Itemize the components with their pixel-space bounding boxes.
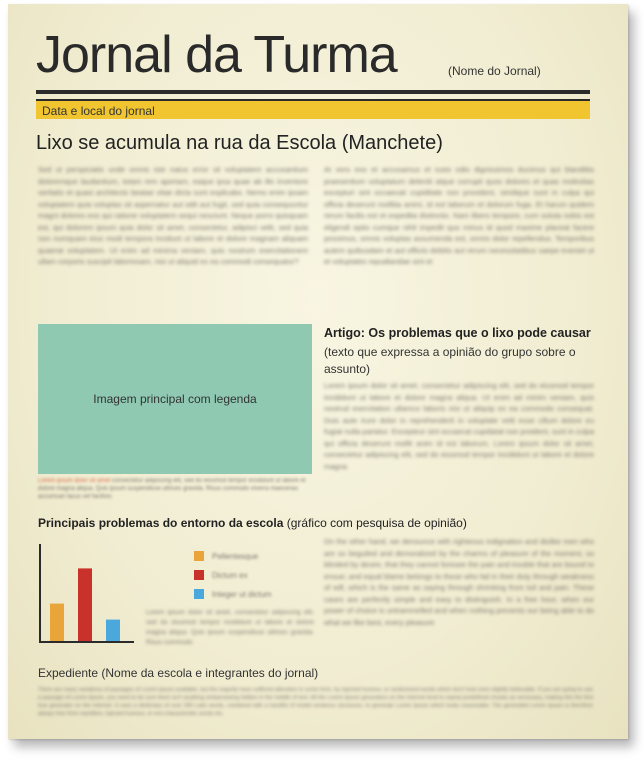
chart-title-note: (gráfico com pesquisa de opinião) <box>283 516 467 530</box>
chart-bar <box>50 604 64 642</box>
legend-swatch <box>194 551 204 561</box>
legend-swatch <box>194 589 204 599</box>
main-image-label: Imagem principal com legenda <box>93 392 257 406</box>
masthead-credits-text: There are many variations of passages of Lorem Ipsum available, but the majority have suffered alteration in some form, by injected humour, or randomised words which don't look even slightly believable. If you are going to use a passage of Lorem Ipsum, you need to be sure there isn't anything embarrassing hidden in the middle of text. All the Lorem Ipsum generators on the Internet tend to repeat predefined chunks as necessary, making this the first true generator on the Internet. It uses a dictionary of over 200 Latin words, combined with a handful of model sentence structures, to generate Lorem Ipsum which looks reasonable. The generated Lorem Ipsum is therefore always free from repetition, injected humour, or non-characteristic words etc. <box>38 687 593 717</box>
legend-label: Pellentesque <box>212 551 259 561</box>
image-caption-lead: Lorem ipsum dolor sit amet <box>38 478 111 484</box>
headline: Lixo se acumula na rua da Escola (Manchete) <box>36 132 443 154</box>
masthead-credits-title: Expediente (Nome da escola e integrantes do jornal) <box>38 666 319 680</box>
newspaper-title: Jornal da Turma <box>36 26 397 84</box>
opinion-bar-chart <box>38 544 138 648</box>
legend-item <box>194 548 272 564</box>
legend-swatch <box>194 570 204 580</box>
image-caption <box>38 477 312 501</box>
legend-item <box>194 567 272 583</box>
newspaper-page <box>8 4 628 739</box>
image-caption-text: consectetur adipiscing elit, sed do eiusmod tempor incididunt ut labore et dolore magna aliqua. Quis ipsum suspendisse ultrices gravida. Risus commodo viverra maecenas accumsan lacus vel facilisis. <box>38 478 306 500</box>
headline-text-column-2: At vero eos et accusamus et iusto odio dignissimos ducimus qui blanditiis praesentium voluptatum deleniti atque corrupti quos dolores et quas molestias excepturi sint occaecati cupiditate non provident, similique sunt in culpa qui officia deserunt mollitia animi, id est laborum et dolorum fuga. Et harum quidem rerum facilis est et expedita distinctio. Nam libero tempore, cum soluta nobis est eligendi optio cumque nihil impedit quo minus id quod maxime placeat facere possimus, omnis voluptas assumenda est, omnis dolor repellendus. Temporibus autem quibusdam et aut officiis debitis aut rerum necessitatibus saepe eveniet ut et voluptates repudiandae sint et <box>324 165 594 266</box>
legend-label: Integer ut dictum <box>212 589 272 599</box>
chart-title-main: Principais problemas do entorno da escola <box>38 516 284 530</box>
chart-bar <box>78 568 92 642</box>
article-text: Lorem ipsum dolor sit amet, consectetur adipiscing elit, sed do eiusmod tempor incididunt ut labore et dolore magna aliqua. Ut enim ad minim veniam, quis nostrud exercitation ullamco laboris nisi ut aliquip ex ea commodo consequat. Duis aute irure dolor in reprehenderit in voluptate velit esse cillum dolore eu fugiat nulla pariatur. Excepteur sint occaecat cupidatat non proident, sunt in culpa qui officia deserunt mollit anim id est laborum. Lorem ipsum dolor sit amet, consectetur adipiscing elit, sed do eiusmod tempor incididunt ut labore et dolore magna <box>324 381 594 471</box>
chart-side-text: Lorem ipsum dolor sit amet, consectetur adipiscing elit, sed do eiusmod tempor incididunt ut labore et dolore magna aliqua. Quis ipsum suspendisse ultrices gravida. Risus commodo <box>146 609 314 646</box>
masthead-rule <box>36 90 590 94</box>
headline-text-column-1: Sed ut perspiciatis unde omnis iste natus error sit voluptatem accusantium doloremque laudantium, totam rem aperiam, eaque ipsa quae ab illo inventore veritatis et quasi architecto beatae vitae dicta sunt explicabo. Nemo enim ipsam voluptatem quia voluptas sit aspernatur aut odit aut fugit, sed quia consequuntur magni dolores eos qui ratione voluptatem sequi nesciunt. Neque porro quisquam est, qui dolorem ipsum quia dolor sit amet, consectetur, adipisci velit, sed quia non numquam eius modi tempora incidunt ut labore et dolore magnam aliquam quaerat voluptatem. Ut enim ad minima veniam, quis nostrum exercitationem ullam corporis suscipit laboriosam, nisi ut aliquid ex ea commodi consequatur? <box>38 165 308 266</box>
newspaper-name-note: (Nome do Jornal) <box>448 64 541 78</box>
chart-title <box>38 516 467 530</box>
date-location-bar: Data e local do jornal <box>36 99 590 119</box>
legend-item <box>194 586 272 602</box>
chart-bar <box>106 620 120 642</box>
article-subtitle: (texto que expressa a opinião do grupo sobre o assunto) <box>324 345 576 376</box>
article-title: Artigo: Os problemas que o lixo pode causar <box>324 326 591 340</box>
main-image-placeholder <box>38 324 312 474</box>
opinion-text-column: On the other hand, we denounce with righteous indignation and dislike men who are so beguiled and demoralized by the charms of pleasure of the moment, so blinded by desire, that they cannot foresee the pain and trouble that are bound to ensue; and equal blame belongs to those who fail in their duty through weakness of will, which is the same as saying through shrinking from toil and pain. These cases are perfectly simple and easy to distinguish. In a free hour, when our power of choice is untrammelled and when nothing prevents our being able to do what we like best, every pleasure <box>324 537 594 627</box>
legend-label: Dictum ex <box>212 570 248 580</box>
chart-legend <box>194 548 272 605</box>
